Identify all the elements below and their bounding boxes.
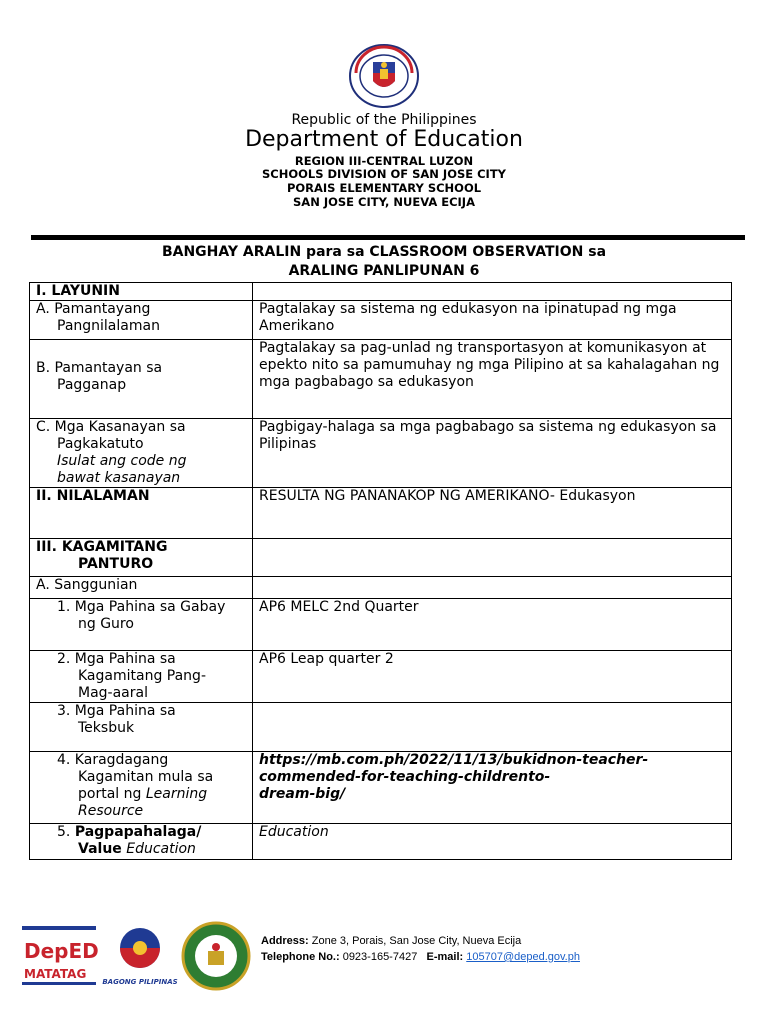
matatag-text: MATATAG bbox=[24, 967, 87, 981]
table-row bbox=[30, 419, 732, 488]
bagong-pilipinas-text: BAGONG PILIPINAS bbox=[102, 978, 178, 986]
deped-matatag-logo bbox=[22, 926, 99, 990]
pagganap-label: B. Pamantayan sa Pagganap bbox=[30, 340, 253, 419]
table-row bbox=[30, 577, 732, 599]
division-text: SCHOOLS DIVISION OF SAN JOSE CITY bbox=[261, 167, 506, 181]
kagamitang-value: AP6 Leap quarter 2 bbox=[253, 651, 732, 703]
kagamitan-heading: III. KAGAMITANG PANTURO bbox=[30, 539, 253, 577]
deped-seal-logo bbox=[347, 43, 421, 109]
table-row bbox=[30, 340, 732, 419]
phone-label: Telephone No.: bbox=[261, 951, 340, 963]
gabay-label: 1. Mga Pahina sa Gabay ng Guro bbox=[30, 599, 253, 651]
table-row bbox=[30, 703, 732, 752]
table-row bbox=[30, 539, 732, 577]
bagong-pilipinas-logo bbox=[102, 924, 178, 990]
address-value: Zone 3, Porais, San Jose City, Nueva Ecija bbox=[308, 935, 522, 947]
table-row bbox=[30, 752, 732, 824]
school-text: PORAIS ELEMENTARY SCHOOL bbox=[286, 181, 482, 195]
region-text: REGION III-CENTRAL LUZON bbox=[294, 154, 474, 168]
email-link[interactable]: 105707@deped.gov.ph bbox=[466, 951, 580, 963]
teksbuk-label: 3. Mga Pahina sa Teksbuk bbox=[30, 703, 253, 752]
department-title: Department of Education bbox=[245, 127, 523, 152]
table-row bbox=[30, 488, 732, 539]
porais-school-logo bbox=[181, 921, 251, 991]
pagpapahalaga-label: 5. Pagpapahalaga/ Value Education bbox=[30, 824, 253, 860]
kasanayan-value: Pagbigay-halaga sa mga pagbabago sa sistema ng edukasyon sa Pilipinas bbox=[253, 419, 732, 488]
sanggunian-label: A. Sanggunian bbox=[30, 577, 253, 599]
lesson-title-line1: BANGHAY ARALIN para sa CLASSROOM OBSERVATION sa bbox=[161, 244, 607, 260]
karagdagang-label: 4. Karagdagang Kagamitan mula sa portal ng Learning Resource bbox=[30, 752, 253, 824]
table-row bbox=[30, 301, 732, 340]
pamantayang-value: Pagtalakay sa sistema ng edukasyon na ipinatupad ng mga Amerikano bbox=[253, 301, 732, 340]
header-divider bbox=[31, 235, 745, 240]
table-row bbox=[30, 283, 732, 301]
table-row bbox=[30, 599, 732, 651]
kasanayan-label: C. Mga Kasanayan sa Pagkakatuto Isulat ang code ng bawat kasanayan bbox=[30, 419, 253, 488]
pagganap-value: Pagtalakay sa pag-unlad ng transportasyon at komunikasyon at epekto nito sa pamumuhay ng mga Pilipino at sa kahalagahan ng mga pagbabago sa edukasyon bbox=[253, 340, 732, 419]
city-text: SAN JOSE CITY, NUEVA ECIJA bbox=[293, 195, 475, 209]
resource-link[interactable]: https://mb.com.ph/2022/11/13/bukidnon-teacher- commended-for-teaching-childrento- dream-big/ bbox=[253, 752, 732, 824]
layunin-heading: I. LAYUNIN bbox=[30, 283, 253, 301]
gabay-value: AP6 MELC 2nd Quarter bbox=[253, 599, 732, 651]
deped-text: DepED bbox=[24, 939, 99, 963]
email-label: E-mail: bbox=[426, 951, 464, 963]
lesson-title-line2: ARALING PANLIPUNAN 6 bbox=[288, 263, 480, 279]
pamantayang-label: A. Pamantayang Pangnilalaman bbox=[30, 301, 253, 340]
contact-info bbox=[261, 933, 580, 965]
address-label: Address: bbox=[261, 935, 309, 947]
lesson-plan-table bbox=[29, 282, 732, 860]
pagpapahalaga-value: Education bbox=[253, 824, 732, 860]
kagamitang-label: 2. Mga Pahina sa Kagamitang Pang- Mag-aaral bbox=[30, 651, 253, 703]
nilalaman-heading: II. NILALAMAN bbox=[30, 488, 253, 539]
table-row bbox=[30, 651, 732, 703]
republic-text: Republic of the Philippines bbox=[291, 112, 477, 128]
nilalaman-value: RESULTA NG PANANAKOP NG AMERIKANO- Edukasyon bbox=[253, 488, 732, 539]
table-row bbox=[30, 824, 732, 860]
phone-value: 0923-165-7427 bbox=[339, 951, 418, 963]
